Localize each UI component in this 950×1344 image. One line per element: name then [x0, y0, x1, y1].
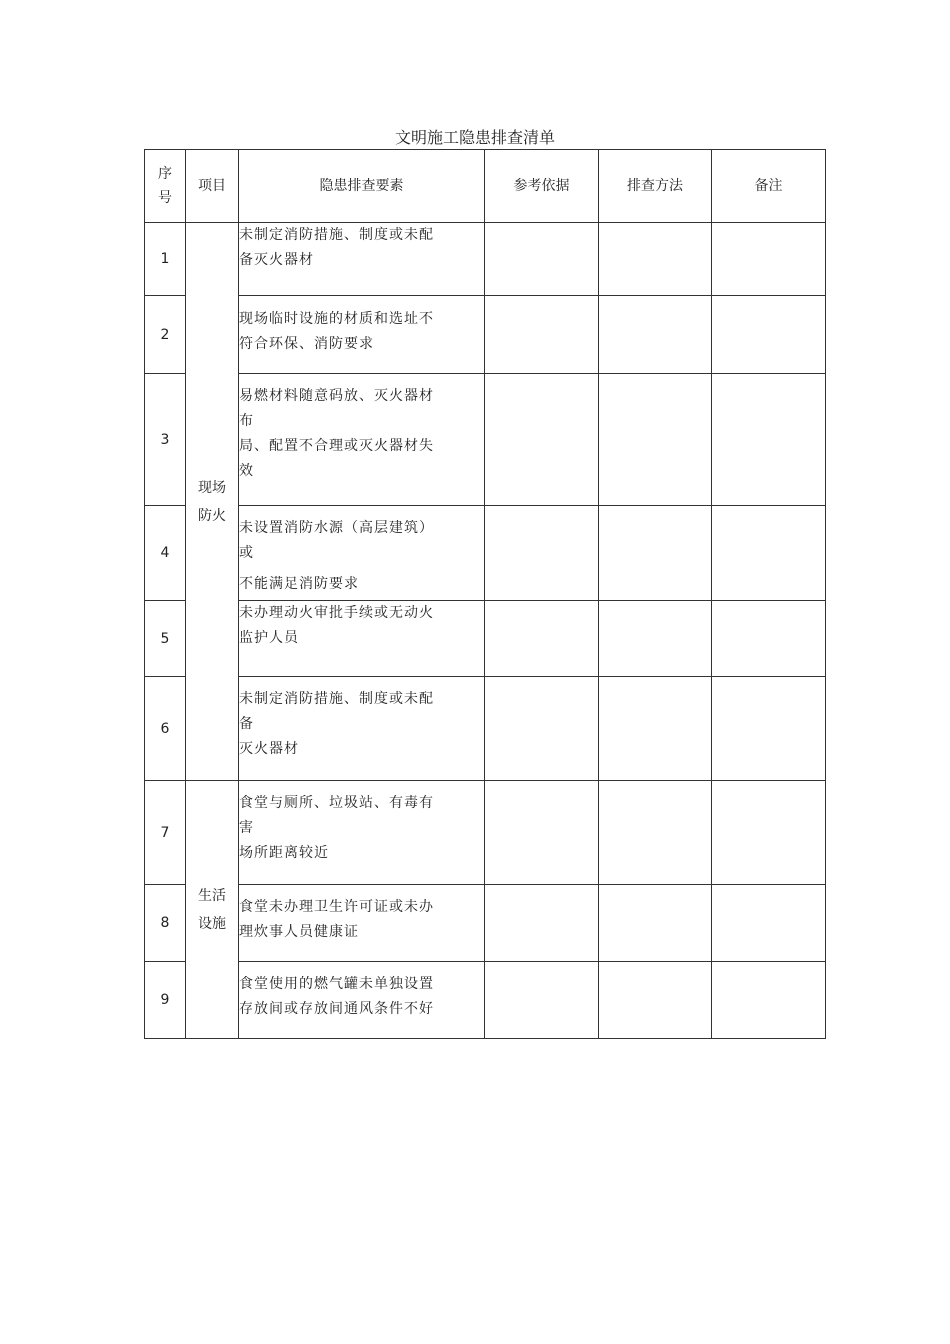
hazard-element: [239, 962, 485, 1039]
hazard-element: [239, 781, 485, 885]
basis-cell: [485, 223, 599, 296]
header-seq-bottom: 号: [158, 190, 172, 206]
method-cell: [599, 223, 712, 296]
row-number: 1: [145, 223, 186, 296]
hazard-line: 食堂与厕所、垃圾站、有毒有: [239, 795, 434, 811]
hazard-element: [239, 677, 485, 781]
hazard-element: [239, 885, 485, 962]
hazard-line: 备: [239, 716, 254, 732]
hazard-element: [239, 601, 485, 677]
method-cell: [599, 506, 712, 601]
remarks-cell: [712, 296, 826, 374]
hazard-line: 或: [239, 545, 254, 561]
row-number: 4: [145, 506, 186, 601]
hazard-line: 未制定消防措施、制度或未配: [239, 227, 434, 243]
remarks-cell: [712, 374, 826, 506]
row-number: 2: [145, 296, 186, 374]
hazard-line: 理炊事人员健康证: [239, 924, 359, 940]
document-title: 文明施工隐患排查清单: [394, 128, 555, 147]
remarks-cell: [712, 962, 826, 1039]
method-cell: [599, 885, 712, 962]
table-row: [145, 781, 826, 885]
hazard-line: 灭火器材: [239, 741, 299, 757]
header-seq: [145, 150, 186, 223]
remarks-cell: [712, 223, 826, 296]
hazard-element: [239, 223, 485, 296]
method-cell: [599, 781, 712, 885]
hazard-checklist-table: [144, 149, 826, 1039]
hazard-element: [239, 506, 485, 601]
remarks-cell: [712, 506, 826, 601]
basis-cell: [485, 374, 599, 506]
row-number: 5: [145, 601, 186, 677]
method-cell: [599, 962, 712, 1039]
table-row: [145, 374, 826, 506]
hazard-line: 食堂未办理卫生许可证或未办: [239, 899, 434, 915]
category-living-line1: 生活: [198, 887, 226, 904]
remarks-cell: [712, 781, 826, 885]
hazard-line: 存放间或存放间通风条件不好: [239, 1001, 434, 1017]
row-number: 7: [145, 781, 186, 885]
table-row: [145, 677, 826, 781]
hazard-line: 不能满足消防要求: [239, 576, 359, 592]
header-item: 项目: [186, 150, 239, 223]
basis-cell: [485, 677, 599, 781]
hazard-element: [239, 374, 485, 506]
header-remarks: 备注: [712, 150, 826, 223]
category-living-line2: 设施: [198, 915, 226, 932]
hazard-line: 效: [239, 463, 254, 479]
basis-cell: [485, 296, 599, 374]
category-fire-prevention: [186, 223, 239, 781]
method-cell: [599, 296, 712, 374]
remarks-cell: [712, 885, 826, 962]
basis-cell: [485, 601, 599, 677]
header-seq-top: 序: [158, 166, 172, 182]
basis-cell: [485, 962, 599, 1039]
hazard-element: [239, 296, 485, 374]
row-number: 9: [145, 962, 186, 1039]
header-method: 排查方法: [599, 150, 712, 223]
hazard-line: 未设置消防水源（高层建筑）: [239, 520, 434, 536]
table-header-row: [145, 150, 826, 223]
header-elements: 隐患排查要素: [239, 150, 485, 223]
table-row: [145, 223, 826, 296]
hazard-line: 害: [239, 820, 254, 836]
method-cell: [599, 601, 712, 677]
table-row: [145, 885, 826, 962]
hazard-line: 食堂使用的燃气罐未单独设置: [239, 976, 434, 992]
category-fire-line1: 现场: [198, 479, 226, 496]
hazard-line: 监护人员: [239, 630, 299, 646]
header-basis: 参考依据: [485, 150, 599, 223]
remarks-cell: [712, 677, 826, 781]
table-row: [145, 506, 826, 601]
method-cell: [599, 677, 712, 781]
category-fire-line2: 防火: [198, 507, 226, 524]
basis-cell: [485, 781, 599, 885]
row-number: 3: [145, 374, 186, 506]
method-cell: [599, 374, 712, 506]
hazard-line: 未办理动火审批手续或无动火: [239, 605, 434, 621]
hazard-line: 备灭火器材: [239, 252, 314, 268]
basis-cell: [485, 885, 599, 962]
row-number: 6: [145, 677, 186, 781]
row-number: 8: [145, 885, 186, 962]
hazard-line: 局、配置不合理或灭火器材失: [239, 438, 434, 454]
category-living-facilities: [186, 781, 239, 1039]
hazard-line: 易燃材料随意码放、灭火器材: [239, 388, 434, 404]
hazard-line: 布: [239, 413, 254, 429]
basis-cell: [485, 506, 599, 601]
table-row: [145, 962, 826, 1039]
hazard-line: 场所距离较近: [239, 845, 329, 861]
remarks-cell: [712, 601, 826, 677]
hazard-line: 符合环保、消防要求: [239, 336, 374, 352]
table-row: [145, 296, 826, 374]
hazard-line: 现场临时设施的材质和选址不: [239, 311, 434, 327]
hazard-line: 未制定消防措施、制度或未配: [239, 691, 434, 707]
table-row: [145, 601, 826, 677]
